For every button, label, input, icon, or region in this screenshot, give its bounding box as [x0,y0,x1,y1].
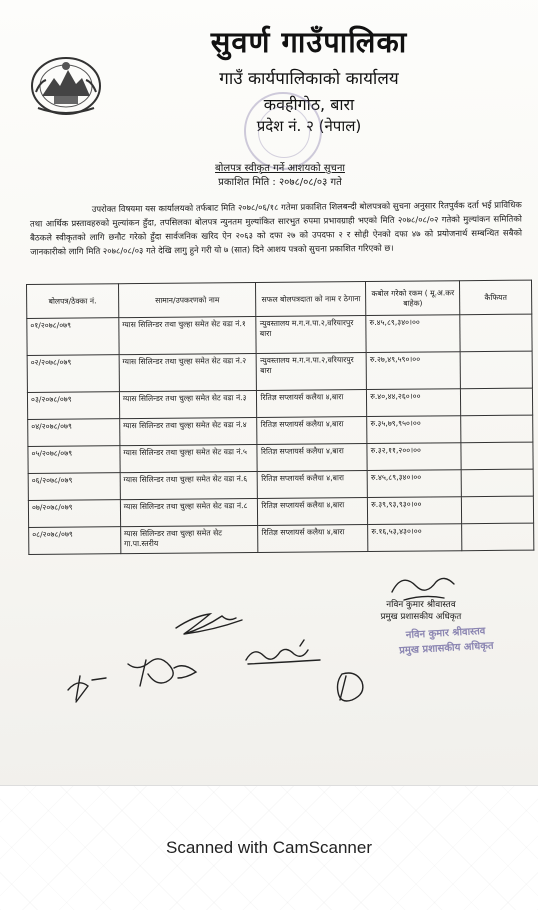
item-name: ग्यास सिलिन्डर तथा चुल्हा समेत सेट वडा नं.१ [119,316,257,354]
item-name: ग्यास सिलिन्डर तथा चुल्हा समेत सेट गा.पा.स्तरीय [120,525,258,553]
signature-mark [68,676,106,702]
bid-number: ०४/२०७८/०७९ [28,419,120,447]
bidder-name: रितिज्ञ सप्लायर्स कलैया ४,बारा [257,390,367,418]
item-name: ग्यास सिलिन्डर तथा चुल्हा समेत सेट वडा नं.३ [119,390,257,418]
signature-mark [176,614,242,634]
bid-number: ०५/२०७८/०७९ [28,446,120,474]
remarks [461,388,533,416]
item-name: ग्यास सिलिन्डर तथा चुल्हा समेत सेट वडा नं.४ [120,417,258,445]
bid-amount: रु.४५,८९,३४०।०० [366,315,460,353]
office-location: कवहीगोठ, बारा [263,95,355,114]
bid-amount: रु.३९,९३,९३०।०० [368,497,462,525]
item-name: ग्यास सिलिन्डर तथा चुल्हा समेत सेट वडा नं.५ [120,444,258,472]
office-seal [244,92,322,170]
bidder-name: रितिज्ञ सप्लायर्स कलैया ४,बारा [258,498,368,526]
bidder-name: रितिज्ञ सप्लायर्स कलैया ४,बारा [257,444,367,472]
signature-mark [338,673,363,701]
remarks [461,469,533,497]
column-header: कैफियत [460,280,532,315]
signatory-block [356,598,486,622]
column-header: सामान/उपकरणको नाम [118,282,256,317]
municipality-title: सुवर्ण गाउँपालिका [210,25,408,59]
column-header: बोलपत्र/ठेक्का नं. [27,284,119,319]
bidder-name: न्युवस्तालय म.ग.न.पा.२,वरियारपुर बारा [257,353,367,391]
stamp-name: नविन कुमार श्रीवास्तव [405,625,486,642]
bid-amount: रु.२७,४९,५९०।०० [366,352,460,390]
publish-date: प्रकाशित मिति : २०७८/०८/०३ गते [218,177,342,188]
notice-title: बोलपत्र स्वीकृत गर्ने आशयको सुचना [215,163,345,174]
signatory-name: नविन कुमार श्रीवास्तव [386,600,456,610]
bidder-name: रितिज्ञ सप्लायर्स कलैया ४,बारा [257,417,367,445]
signature-mark [246,640,320,664]
bid-number: ०३/२०७८/०७९ [27,392,119,420]
nepal-government-emblem-icon [28,52,104,118]
remarks [461,442,533,470]
office-subtitle: गाउँ कार्यपालिकाको कार्यालय [219,69,399,89]
notice-body: उपरोक्त विषयमा यस कार्यालयको तर्फबाट मिति २०७८/०६/१८ गतेमा प्रकाशित शिलबन्दी बोलपत्रको सुचना अनुसार रितपुर्वक दर्ता भई प्राविधिक तथा आर्थिक प्रस्तावहरुको मुल्यांकन हुँदा, तपसिलका बोलपत्र न्युनतम मुल्यांकित सारभुत रुपमा प्रभावग्राही भएको मिति २०७८/०८/०२ गतेको मुल्यांकन समितिको बैठकले स्वीकृतको लागि छनौट गरेको हुँदा सार्वजनिक खरिद ऐन २०६३ को दफा २७ को उपदफा २ र सोही ऐनको दफा ४७ को प्रयोजनार्थ सम्बन्धित सबैको जानकारीको लागि मिति २०७८/०८/०३ गते देखि लागु हुने गरी यो ७ (सात) दिने आशय पत्रको सुचना प्रकाशित गरिएको छ। [29,199,523,257]
item-name: ग्यास सिलिन्डर तथा चुल्हा समेत सेट वडा नं.६ [120,471,258,499]
scanner-footer [0,786,538,910]
province-line: प्रदेश नं. २ (नेपाल) [256,117,362,135]
bid-amount: रु.३२,११,२००।०० [367,443,461,471]
bid-amount: रु.४०,४४,२६०।०० [367,389,461,417]
remarks [462,496,534,524]
table-row [27,351,532,392]
bid-amount: रु.४५,८९,३४०।०० [367,470,461,498]
bid-table [26,280,534,555]
signature-mark [392,578,454,600]
remarks [460,351,532,389]
bid-number: ०७/२०७८/०७९ [28,500,120,528]
item-name: ग्यास सिलिन्डर तथा चुल्हा समेत सेट वडा नं.२ [119,353,257,391]
remarks [462,523,534,551]
bidder-name: रितिज्ञ सप्लायर्स कलैया ४,बारा [258,525,368,553]
bidder-name: न्युवस्तालय म.ग.न.पा.२,वरियारपुर बारा [256,316,366,354]
item-name: ग्यास सिलिन्डर तथा चुल्हा समेत सेट वडा नं.८ [120,498,258,526]
table-row [27,314,532,355]
bid-number: ०६/२०७८/०७९ [28,473,120,501]
remarks [461,415,533,443]
bid-number: ०१/२०७८/०७९ [27,318,119,356]
remarks [460,314,532,352]
footer-text: Scanned with CamScanner [165,838,372,857]
signature-mark [128,659,196,686]
bid-amount: रु.१६,५३,४३०।०० [368,524,462,552]
table-header-row [27,280,532,318]
signatory-role: प्रमुख प्रशासकीय अधिकृत [380,612,462,622]
bid-amount: रु.३५,७९,९५०।०० [367,416,461,444]
signatory-stamp [391,623,500,659]
column-header: कबोल गरेको रकम ( मू.अ.कर बाहेक) [366,281,460,316]
bid-number: ०८/२०७८/०७९ [29,527,121,555]
bid-number: ०२/२०७८/०७९ [27,355,119,393]
column-header: सफल बोलपत्रदाता को नाम र ठेगाना [256,282,366,317]
table-row [29,523,534,554]
stamp-role: प्रमुख प्रशासकीय अधिकृत [398,640,494,657]
bidder-name: रितिज्ञ सप्लायर्स कलैया ४,बारा [258,471,368,499]
